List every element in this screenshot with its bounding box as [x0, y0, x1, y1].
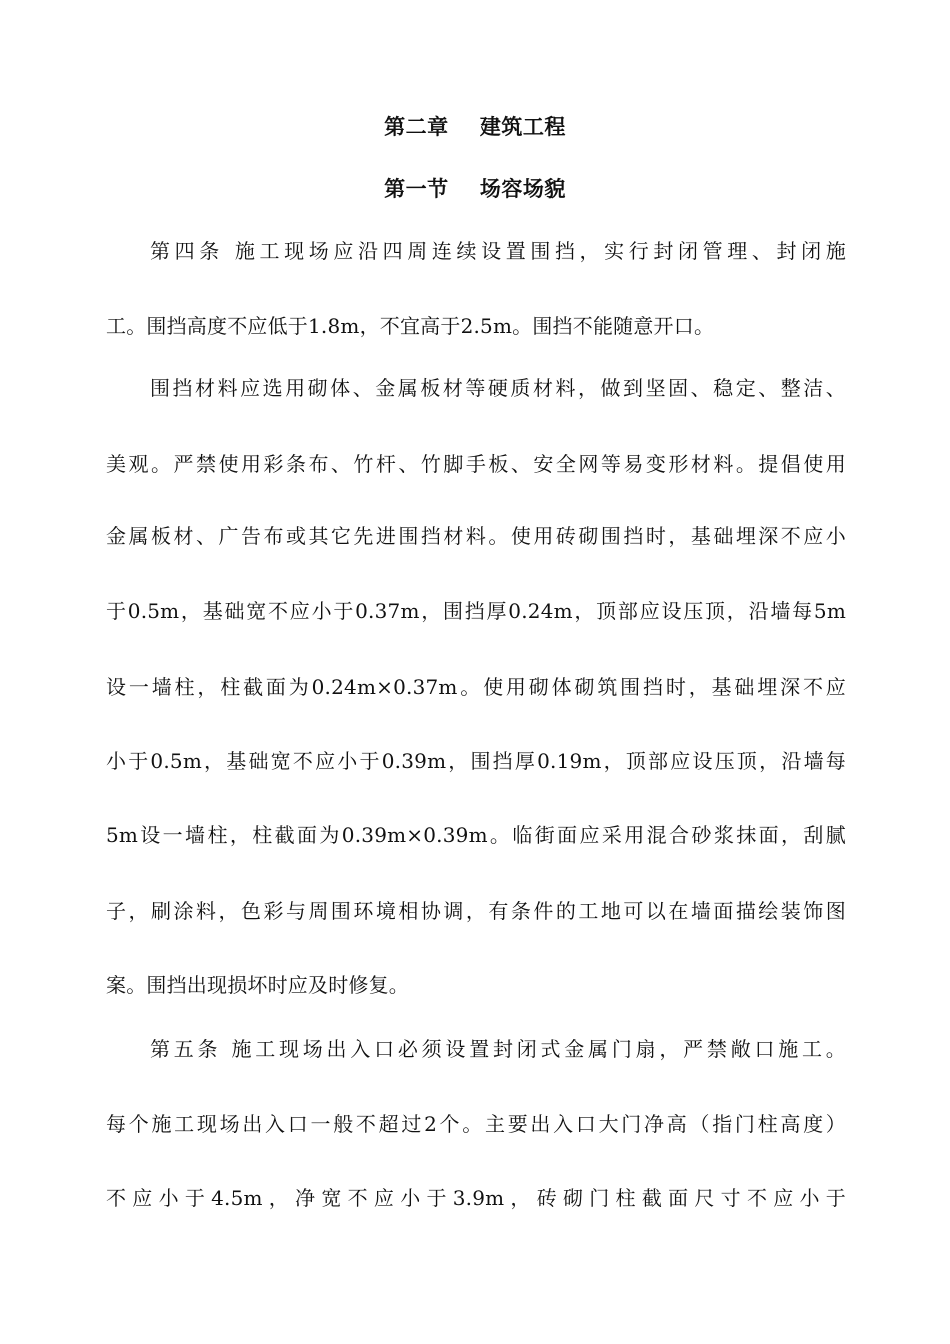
paragraph-line: 不应小于4.5m，净宽不应小于3.9m，砖砌门柱截面尺寸不应小于	[106, 1186, 846, 1210]
paragraph-line: 5m设一墙柱，柱截面为0.39m×0.39m。临街面应采用混合砂浆抹面，刮腻	[106, 823, 846, 847]
paragraph-line: 工。围挡高度不应低于1.8m，不宜高于2.5m。围挡不能随意开口。	[106, 314, 715, 338]
paragraph-line: 金属板材、广告布或其它先进围挡材料。使用砖砌围挡时，基础埋深不应小	[106, 524, 846, 548]
chapter-title: 第二章 建筑工程	[384, 115, 566, 139]
paragraph-line: 子，刷涂料，色彩与周围环境相协调，有条件的工地可以在墙面描绘装饰图	[106, 899, 846, 923]
paragraph-line: 案。围挡出现损坏时应及时修复。	[106, 973, 409, 997]
paragraph-line: 每个施工现场出入口一般不超过2个。主要出入口大门净高（指门柱高度）	[106, 1112, 846, 1136]
paragraph-line: 设一墙柱，柱截面为0.24m×0.37m。使用砌体砌筑围挡时，基础埋深不应	[106, 675, 846, 699]
paragraph-line: 围挡材料应选用砌体、金属板材等硬质材料，做到坚固、稳定、整洁、	[150, 376, 846, 400]
paragraph-line: 第四条 施工现场应沿四周连续设置围挡，实行封闭管理、封闭施	[150, 239, 846, 263]
paragraph-line: 第五条 施工现场出入口必须设置封闭式金属门扇，严禁敞口施工。	[150, 1037, 846, 1061]
paragraph-line: 于0.5m，基础宽不应小于0.37m，围挡厚0.24m，顶部应设压顶，沿墙每5m	[106, 599, 846, 623]
paragraph-line: 小于0.5m，基础宽不应小于0.39m，围挡厚0.19m，顶部应设压顶，沿墙每	[106, 749, 846, 773]
paragraph-line: 美观。严禁使用彩条布、竹杆、竹脚手板、安全网等易变形材料。提倡使用	[106, 452, 846, 476]
section-title: 第一节 场容场貌	[384, 177, 566, 201]
